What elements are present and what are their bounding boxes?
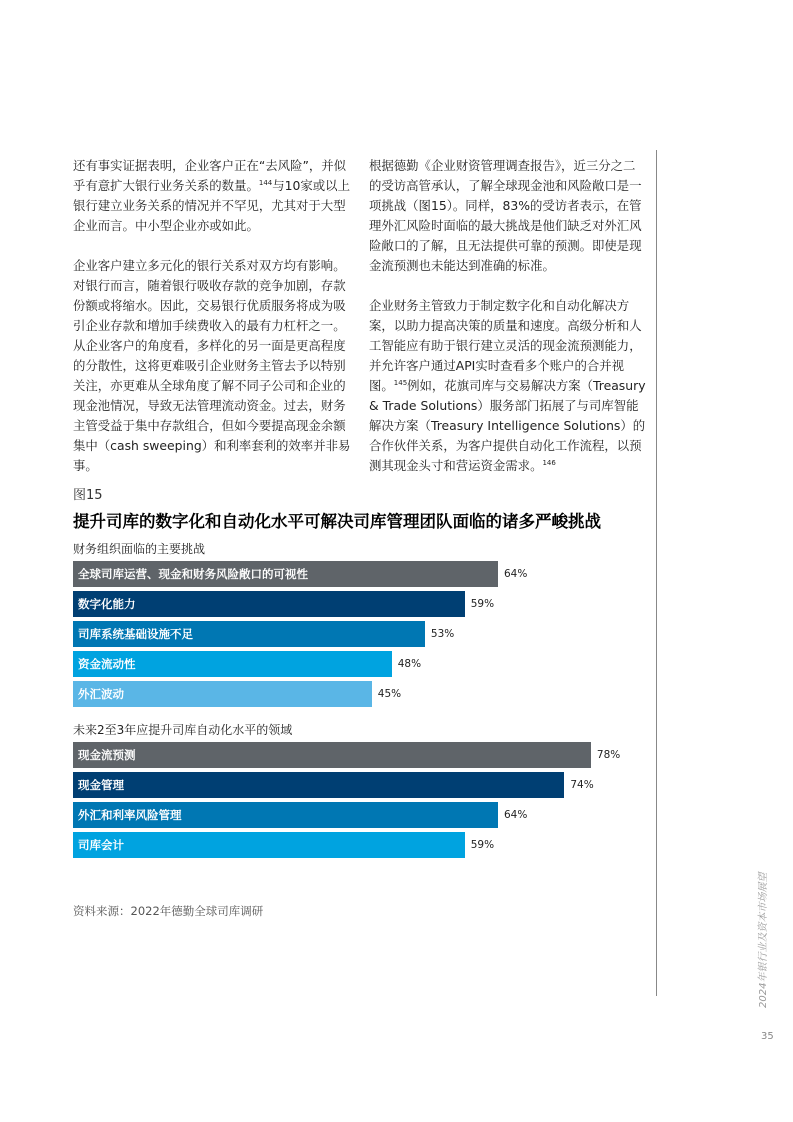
chart-1-bar-1 [73,591,465,617]
figure-source: 资料来源：2022年德勤全球司库调研 [73,904,264,918]
chart-1-value-label-0: 64% [503,568,528,580]
chart-1-value-label-1: 59% [470,598,495,610]
left-paragraph-2: 企业客户建立多元化的银行关系对双方均有影响。对银行而言，随着银行吸收存款的竞争加剧，存款份额或将缩水。因此，交易银行优质服务将成为吸引企业存款和增加手续费收入的最有力杠杆之一。从企业客户的角度看，多样化的另一面是更高程度的分散性，这将更难吸引企业财务主管去予以特别关注，亦更难从全球角度了解不同子公司和企业的现金池情况，导致无法管理流动资金。过去，财务主管受益于集中存款组合，但如今要提高现金余额集中（cash sweeping）和利率套利的效率并非易事。 [73,258,351,473]
chart-2-bar-0 [73,742,591,768]
chart-1-value-label-3: 48% [397,658,422,670]
right-text-column [369,156,646,496]
chart-1-value-label-2: 53% [430,628,455,640]
right-paragraph-2: 企业财务主管致力于制定数字化和自动化解决方案，以助力提高决策的质量和速度。高级分析和人工智能应有助于银行建立灵活的现金流预测能力，并允许客户通过API实时查看多个账户的合并视图。$^{145}$例如，花旗司库与交易解决方案（Treasury & Trade Solutions）服务部门拓展了与司库智能解决方案（Treasury Intelligence Solutions）的合作伙伴关系，为客户提供自动化工作流程，以预测其现金头寸和营运资金需求。$^{146}$ [369,298,646,473]
chart-1-title: 财务组织面临的主要挑战 [73,542,206,556]
chart-1-category-3: 资金流动性 [78,657,136,671]
footnote-ref-144: 144 [258,178,273,187]
chart-2-bar-2 [73,802,498,828]
chart-2-value-label-1: 74% [570,779,594,791]
running-header: 2024年银行业及资本市场展望 [758,872,769,1008]
vertical-divider [656,150,657,996]
chart-2-title: 未来2至3年应提升司库自动化水平的领域 [73,723,293,737]
chart-1-category-1: 数字化能力 [78,597,136,611]
chart-2-bar-3 [73,832,465,858]
figure-title: 提升司库的数字化和自动化水平可解决司库管理团队面临的诸多严峻挑战 [73,512,601,531]
figure-label: 图15 [73,488,103,503]
chart-1-bar-0 [73,561,498,587]
chart-1-bar-2 [73,621,425,647]
chart-2-value-label-0: 78% [596,749,621,761]
chart-2-bar-1 [73,772,564,798]
left-text-column [73,156,356,496]
chart-2-category-3: 司库会计 [78,838,124,852]
chart-2-category-1: 现金管理 [78,778,124,792]
chart-1-value-label-4: 45% [377,688,402,700]
chart-1-category-2: 司库系统基础设施不足 [78,627,193,641]
chart-1-category-4: 外汇波动 [78,687,124,701]
chart-2-value-label-3: 59% [470,839,495,851]
chart-1-category-0: 全球司库运营、现金和财务风险敞口的可视性 [78,567,308,581]
footnote-ref-145: 145 [393,378,408,387]
chart-2-category-0: 现金流预测 [78,748,136,762]
chart-2-category-2: 外汇和利率风险管理 [78,808,182,822]
right-paragraph-1: 根据德勤《企业财资管理调查报告》，近三分之二的受访高管承认，了解全球现金池和风险敞口是一项挑战（图15）。同样，83%的受访者表示，在管理外汇风险时面临的最大挑战是他们缺乏对外汇风险敞口的了解，且无法提供可靠的预测。即使是现金流预测也未能达到准确的标准。 [369,158,642,273]
chart-1-bar-4 [73,681,372,707]
chart-2-value-label-2: 64% [503,809,528,821]
page-number: 35 [761,1031,774,1042]
left-paragraph-1: 还有事实证据表明，企业客户正在“去风险”，并似乎有意扩大银行业务关系的数量。$^{144}$与10家或以上银行建立业务关系的情况并不罕见，尤其对于大型企业而言。中小型企业亦或如此。 [73,158,350,233]
chart-1-bar-3 [73,651,392,677]
footnote-ref-146: 146 [542,458,556,467]
